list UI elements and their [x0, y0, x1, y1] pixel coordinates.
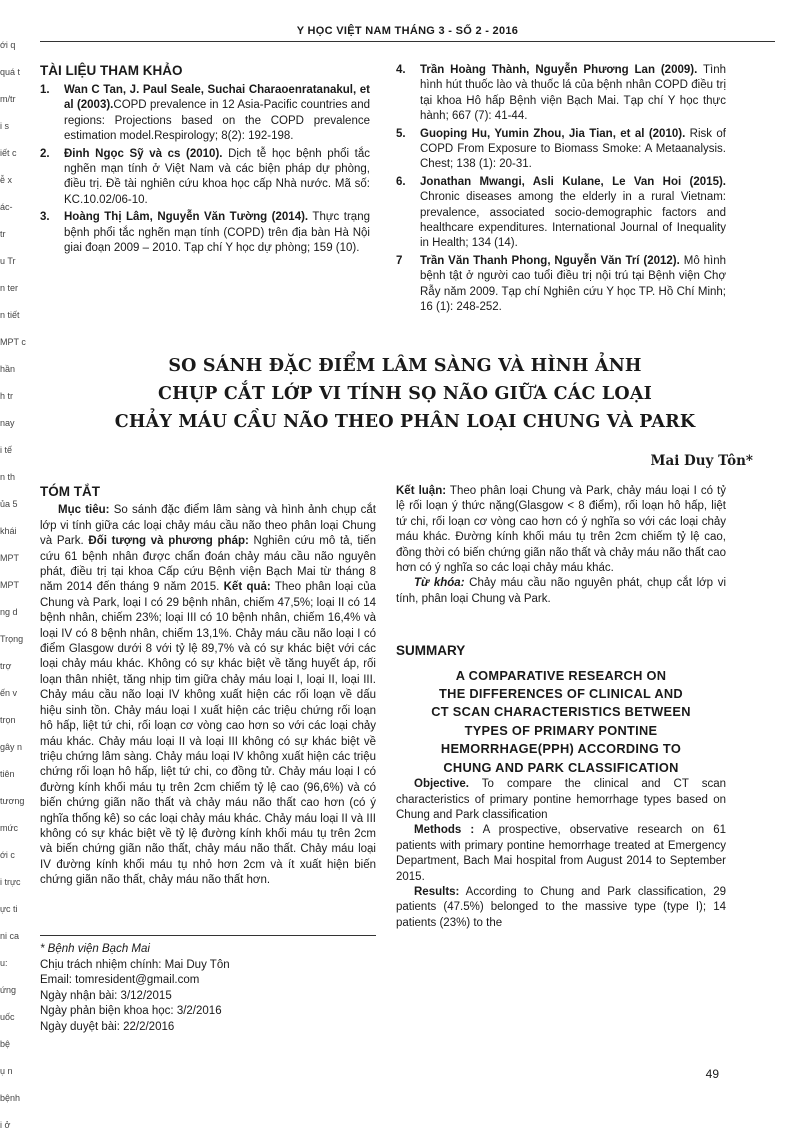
reference-item: 4. Trần Hoàng Thành, Nguyễn Phương Lan (2009). Tình hình hút thuốc lào và thuốc lá của bệnh nhân COPD điều trị tại khoa Hô hấp Bệnh viện Bạch Mai. Tạp chí Y học thực hành; 667 (7): 41-44.	[396, 64, 726, 123]
summary-title-line: CT SCAN CHARACTERISTICS BETWEEN	[431, 704, 691, 720]
margin-fragment: ác-	[0, 202, 13, 212]
margin-fragment: ới q	[0, 40, 16, 50]
margin-fragment: trợ	[0, 661, 12, 671]
margin-fragment: ực ti	[0, 904, 18, 914]
abstract-heading: TÓM TẮT	[40, 484, 100, 499]
abstract-vietnamese	[40, 484, 376, 889]
references-right-column	[396, 63, 726, 318]
author-footnote	[40, 935, 376, 1036]
summary-objective: Objective. To compare the clinical and CT scan characteristics of primary pontine hemorrhage types based on Chung and Park classification	[396, 778, 726, 821]
margin-fragment: i ở	[0, 1120, 11, 1130]
margin-fragment: MPT c	[0, 337, 26, 347]
article-title-line: CHỤP CẮT LỚP VI TÍNH SỌ NÃO GIỮA CÁC LOẠI	[157, 384, 653, 404]
margin-fragment: tiên	[0, 769, 15, 779]
margin-fragment: nay	[0, 418, 15, 428]
reference-item: 3. Hoàng Thị Lâm, Nguyễn Văn Tường (2014). Thực trạng bệnh phổi tắc nghẽn mạn tính (COPD) trên địa bàn Hà Nội giai đoạn 2009 – 2010. Tạp chí Y học dự phòng; 159 (10).	[40, 211, 370, 255]
keywords: Từ khóa: Chảy máu cầu não nguyên phát, chụp cắt lớp vi tính, phân loại Chung và Park.	[396, 577, 726, 605]
margin-fragment: ới c	[0, 850, 15, 860]
reference-item: 1. Wan C Tan, J. Paul Seale, Suchai Charaoenratanakul, et al (2003).COPD prevalence in 12 Asia-Pacific countries and regions: Projections based on the COPD prevalence estimation model.Respirology; 8(2): 192-198.	[40, 84, 370, 143]
summary-title-line: THE DIFFERENCES OF CLINICAL AND	[439, 686, 683, 702]
margin-fragment: uốc	[0, 1012, 15, 1022]
summary-title-line: A COMPARATIVE RESEARCH ON	[455, 667, 667, 683]
margin-fragment: i s	[0, 121, 9, 131]
article-title	[60, 352, 750, 436]
margin-fragment: bệ	[0, 1039, 11, 1049]
summary-methods: Methods : A prospective, observative research on 61 patients with primary pontine hemorrhage treated at Emergency Department, Bach Mai hospital from August 2014 to September 2015.	[396, 824, 726, 883]
abstract-body: Mục tiêu: So sánh đặc điểm lâm sàng và hình ảnh chụp cắt lớp vi tính giữa các loại chảy máu cầu não theo phân loại Chung và Park. Đối tượng và phương pháp: Nghiên cứu mô tả, tiến cứu 61 bệnh nhân được chẩn đoán chảy máu cầu não nguyên phát, điều trị tại khoa Cấp cứu Bệnh viện Bạch Mai từ tháng 8 năm 2014 đến tháng 9 năm 2015. Kết quả: Theo phân loại của Chung và Park, loại I có 29 bệnh nhân, chiếm 47,5%; loại II có 14 bệnh nhân, chiếm 23%; loại III có 10 bệnh nhân, chiếm 16,4% và loại IV có 8 bệnh nhân, chiếm 13,1%. Chảy máu cầu não loại I có điểm Glasgow dưới 8 với tỷ lệ 89,7% và có sự khác biệt với các loại chảy máu khác. Không có sự khác biệt về tăng huyết áp, rối loạn thân nhiệt, tăng nhịp tim giữa chảy máu loại I, loại II, loại III. Chảy máu cầu não loại IV không xuất hiện các rối loạn về dấu hiệu sinh tồn. Chảy máu loại I xuất hiện các triệu chứng rối loạn hô hấp, liệt tứ chi, rối loạn cơ vòng cao hơn so với các loại chảy máu khác. Chảy máu loại II và loại III không có sự khác biệt về triệu chứng lâm sàng. Chảy máu loại IV không xuất hiện các triệu chứng rối loạn hô hấp, liệt tứ chi, co đồng tử. Chảy máu loại I có đường kính khối máu tụ trên 2cm chiếm tỷ lệ cao (96,6%) và có biến chứng giãn não thất và chảy máu não thất cao hơn (có ý nghĩa thống kê) so các loại chảy máu khác. Chảy máu loại II và III không có sự khác biệt về tỷ lệ đường kính khối máu tụ trên 2cm và biến chứng giãn não thất, chảy máu não thất. Chảy máu loại IV đường kính khối máu tụ nhỏ hơn 2cm và ít xuất hiện biến chứng giãn não thất, chảy máu não thất hơn.	[40, 504, 377, 887]
summary-title	[396, 667, 726, 777]
margin-fragment: quá t	[0, 67, 21, 77]
margin-fragment: tr	[0, 229, 6, 239]
margin-fragment: ng d	[0, 607, 18, 617]
margin-fragment: u:	[0, 958, 8, 968]
margin-fragment: n tiết	[0, 310, 20, 320]
summary-title-line: HEMORRHAGE(PPH) ACCORDING TO	[440, 741, 682, 757]
references-title: TÀI LIỆU THAM KHẢO	[40, 63, 183, 78]
summary-results: Results: According to Chung and Park classification, 29 patients (47.5%) belonged to the massive type (type I); 14 patients (23%) to the	[396, 885, 726, 929]
margin-fragment: ni ca	[0, 931, 20, 941]
margin-text-fragments	[0, 40, 26, 1130]
received-date: Ngày nhận bài: 3/12/2015	[40, 989, 172, 1002]
right-column	[396, 484, 726, 931]
summary-title-line: CHUNG AND PARK CLASSIFICATION	[443, 759, 679, 775]
margin-fragment: ụ n	[0, 1066, 13, 1076]
author-name: Mai Duy Tôn*	[650, 453, 753, 469]
margin-fragment: u Tr	[0, 256, 16, 266]
abstract-continued: Kết luận: Theo phân loại Chung và Park, chảy máu loại I có tỷ lệ rối loạn ý thức nặng(Glasgow < 8 điểm), rối loạn hô hấp, liệt tứ chi, rối loạn cơ vòng cao hơn có ý nghĩa so với các loại chảy máu khác. Đường kính khối máu tụ trên 2cm chiếm tỷ lệ cao, đồng thời có biến chứng giãn não thất và chảy máu não thất cao hơn có ý nghĩa so các loại chảy máu khác.	[396, 485, 726, 575]
margin-fragment: Trọng	[0, 634, 24, 644]
review-date: Ngày phản biện khoa học: 3/2/2016	[40, 1005, 222, 1018]
article-title-line: SO SÁNH ĐẶC ĐIỂM LÂM SÀNG VÀ HÌNH ẢNH	[168, 356, 642, 376]
reference-item: 2. Đinh Ngọc Sỹ và cs (2010). Dịch tễ học bệnh phổi tắc nghẽn mạn tính ở Việt Nam và các biện pháp dự phòng, điều trị. Đề tài nghiên cứu khoa học cấp Nhà nước. Mã số: KC.10.02/06-10.	[40, 147, 370, 206]
margin-fragment: MPT	[0, 553, 19, 563]
margin-fragment: trọn	[0, 715, 16, 725]
affiliation: * Bệnh viện Bạch Mai	[40, 943, 150, 955]
margin-fragment: tương	[0, 796, 25, 806]
margin-fragment: i tế	[0, 445, 13, 455]
margin-fragment: iết c	[0, 148, 17, 158]
page-number: 49	[705, 1067, 719, 1081]
summary-heading: SUMMARY	[396, 643, 466, 659]
email: Email: tomresident@gmail.com	[40, 974, 200, 987]
margin-fragment: MPT	[0, 580, 19, 590]
margin-fragment: ứng	[0, 985, 17, 995]
margin-fragment: bệnh	[0, 1093, 21, 1103]
margin-fragment: ễ x	[0, 175, 13, 185]
reference-item: 7 Trần Văn Thanh Phong, Nguyễn Văn Trí (2012). Mô hình bệnh tật ở người cao tuổi điều trị nội trú tại Bệnh viện Chợ Rẫy năm 2009. Tạp chí Nghiên cứu Y học TP. Hồ Chí Minh; 16 (1): 248-252.	[396, 254, 726, 314]
summary-title-line: TYPES OF PRIMARY PONTINE	[464, 722, 658, 738]
reference-item: 5. Guoping Hu, Yumin Zhou, Jia Tian, et al (2010). Risk of COPD From Exposure to Biomass Smoke: A Metaanalysis. Chest; 138 (1): 20-31.	[396, 127, 727, 171]
references-left-column	[40, 83, 370, 258]
margin-fragment: gây n	[0, 742, 23, 752]
margin-fragment: ủa 5	[0, 499, 18, 509]
margin-fragment: hần	[0, 364, 16, 374]
margin-fragment: i trực	[0, 877, 21, 887]
reference-item: 6. Jonathan Mwangi, Asli Kulane, Le Van Hoi (2015). Chronic diseases among the elderly in a rural Vietnam: prevalence, associated socio-demographic factors and healthcare expenditures. International Journal of Inequality in Health; 134 (14).	[396, 175, 726, 250]
margin-fragment: ến v	[0, 688, 18, 698]
responsible-author: Chịu trách nhiệm chính: Mai Duy Tôn	[40, 958, 230, 971]
approved-date: Ngày duyệt bài: 22/2/2016	[40, 1020, 175, 1033]
margin-fragment: n th	[0, 472, 16, 482]
margin-fragment: n ter	[0, 283, 19, 293]
margin-fragment: khái	[0, 526, 17, 536]
margin-fragment: mức	[0, 823, 19, 833]
journal-header: Y HỌC VIỆT NAM THÁNG 3 - SỐ 2 - 2016	[40, 24, 775, 42]
margin-fragment: m/tr	[0, 94, 16, 104]
margin-fragment: h tr	[0, 391, 14, 401]
article-title-line: CHẢY MÁU CẦU NÃO THEO PHÂN LOẠI CHUNG VÀ PARK	[114, 412, 696, 432]
